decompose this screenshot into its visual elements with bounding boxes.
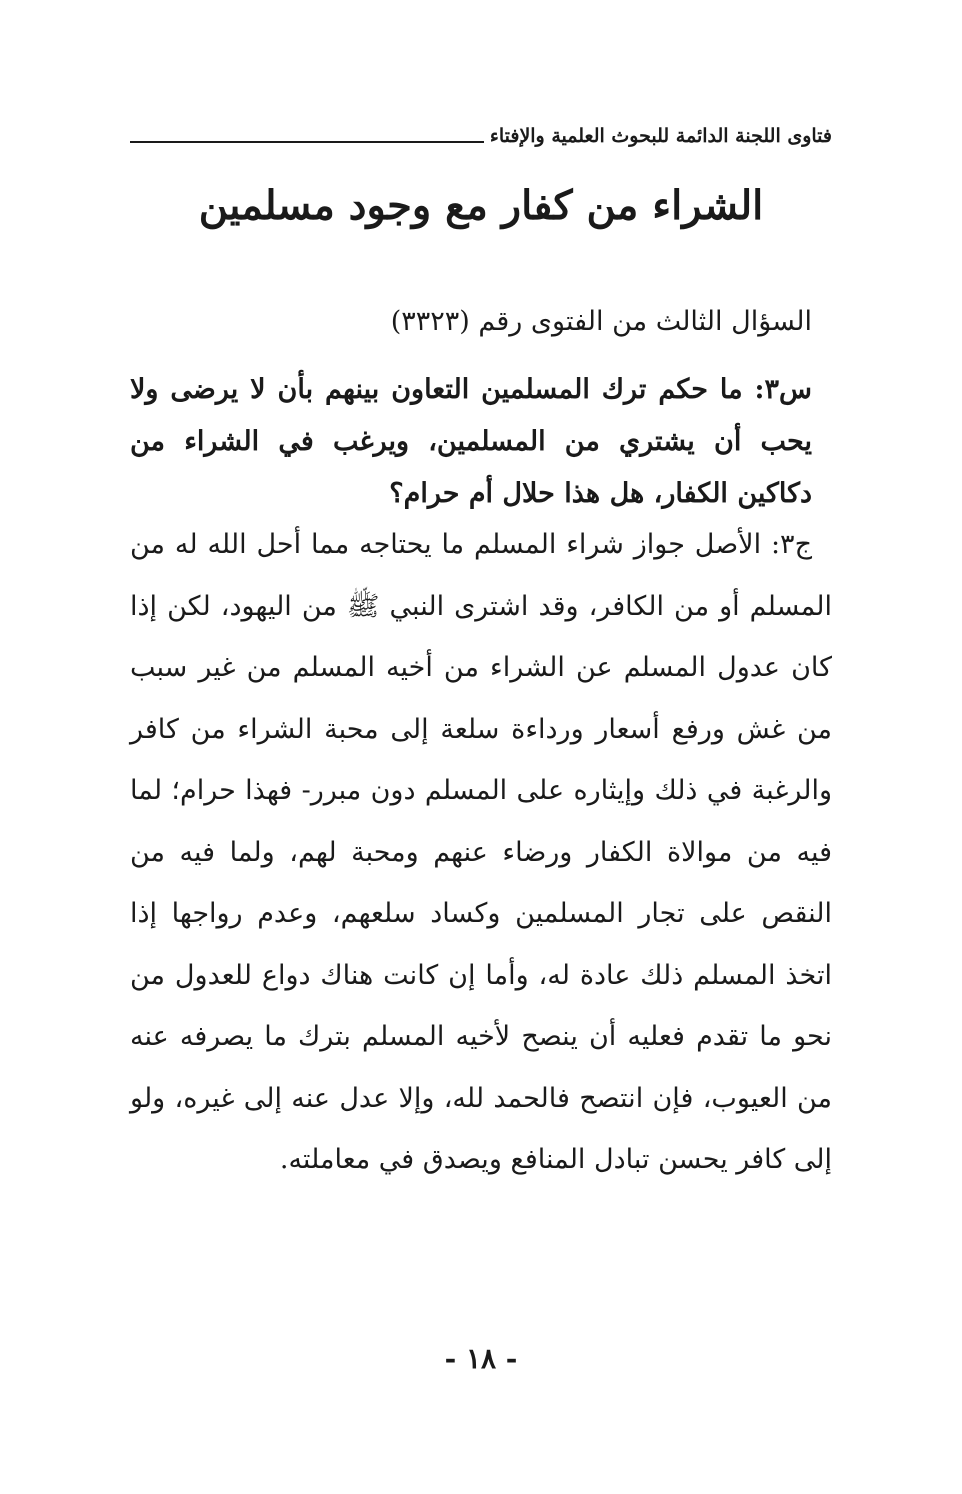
page-number: - ١٨ - (444, 1342, 518, 1375)
header-rule (130, 141, 484, 143)
running-header-title: فتاوى اللجنة الدائمة للبحوث العلمية والإفتاء (489, 125, 832, 147)
answer-paragraph: ج٣: الأصل جواز شراء المسلم ما يحتاجه مما أحل الله له من المسلم أو من الكافر، وقد اشترى النبي ﷺ من اليهود، لكن إذا كان عدول المسلم عن الشراء من أخيه المسلم من غير سبب من غش ورفع أسعار ورداءة سلعة إلى محبة الشراء من كافر والرغبة في ذلك وإيثاره على المسلم دون مبرر- فهذا حرام؛ لما فيه من موالاة الكفار ورضاء عنهم ومحبة لهم، ولما فيه من النقص على تجار المسلمين وكساد سلعهم، وعدم رواجها إذا اتخذ المسلم ذلك عادة له، وأما إن كانت هناك دواع للعدول من نحو ما تقدم فعليه أن ينصح لأخيه المسلم بترك ما يصرفه عنه من العيوب، فإن انتصح فالحمد لله، وإلا عدل عنه إلى غيره، ولو إلى كافر يحسن تبادل المنافع ويصدق في معاملته. (130, 529, 832, 1175)
question-paragraph: س٣: ما حكم ترك المسلمين التعاون بينهم بأن لا يرضى ولا يحب أن يشتري من المسلمين، ويرغب في الشراء من دكاكين الكفار، هل هذا حلال أم حرام؟ (130, 374, 812, 509)
chapter-title: الشراء من كفار مع وجود مسلمين (198, 182, 764, 229)
fatwa-reference: السؤال الثالث من الفتوى رقم (٣٣٢٣) (390, 306, 812, 337)
running-header (130, 112, 832, 146)
